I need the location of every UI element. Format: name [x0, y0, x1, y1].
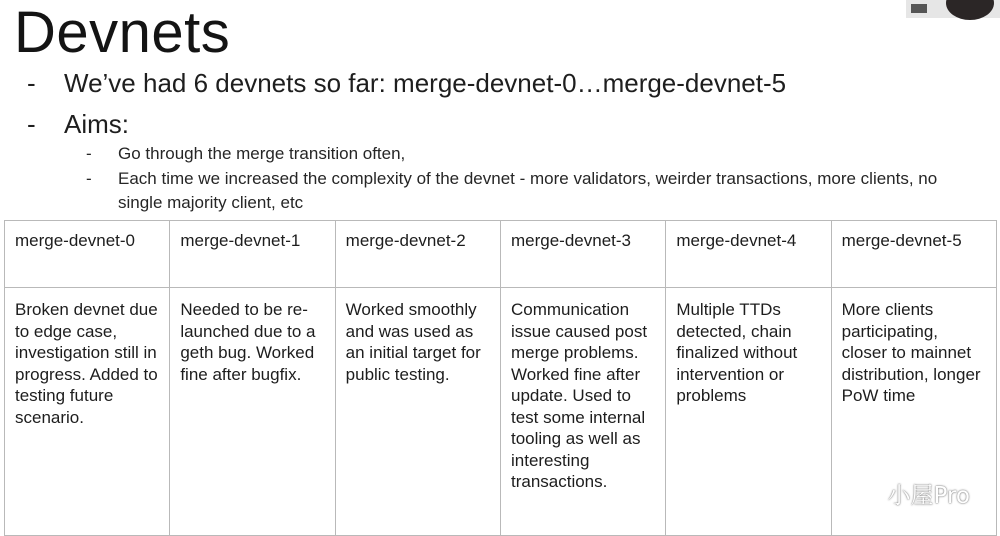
devnet-description-cell: Multiple TTDs detected, chain finalized without intervention or problems [666, 288, 831, 536]
devnet-description-cell: Needed to be re-launched due to a geth bug. Worked fine after bugfix. [170, 288, 335, 536]
devnet-description-cell: More clients participating, closer to mainnet distribution, longer PoW time [831, 288, 996, 536]
webcam-label [911, 4, 927, 13]
sub-bullet-text: Go through the merge transition often, [118, 144, 406, 163]
webcam-thumbnail-icon [906, 0, 1000, 18]
bullet-text: We’ve had 6 devnets so far: merge-devnet-0…merge-devnet-5 [64, 68, 787, 98]
devnet-description-cell: Broken devnet due to edge case, investigation still in progress. Added to testing future scenario. [5, 288, 170, 536]
watermark [846, 477, 971, 510]
watermark-text: 小屋Pro [887, 483, 970, 509]
devnet-name-cell: merge-devnet-0 [5, 221, 170, 288]
bullet-text: Aims: [64, 109, 129, 139]
bullet-dash: - [27, 109, 36, 139]
table-header-row [5, 221, 997, 288]
wechat-icon [846, 479, 882, 509]
devnet-name-cell: merge-devnet-4 [666, 221, 831, 288]
sub-bullet-text: Each time we increased the complexity of the devnet - more validators, weirder transactions, more clients, no single majority client, etc [118, 169, 938, 212]
devnet-description-cell: Worked smoothly and was used as an initial target for public testing. [335, 288, 500, 536]
webcam-face [946, 0, 994, 20]
devnet-name-cell: merge-devnet-5 [831, 221, 996, 288]
sub-bullet-dash: - [86, 144, 92, 163]
slide-title: Devnets [14, 0, 231, 65]
devnet-name-cell: merge-devnet-1 [170, 221, 335, 288]
devnet-name-cell: merge-devnet-2 [335, 221, 500, 288]
bullet-dash: - [27, 68, 36, 98]
devnet-name-cell: merge-devnet-3 [500, 221, 665, 288]
devnet-description-cell: Communication issue caused post merge problems. Worked fine after update. Used to test some internal tooling as well as interesting transactions. [500, 288, 665, 536]
sub-bullet-dash: - [86, 169, 92, 188]
